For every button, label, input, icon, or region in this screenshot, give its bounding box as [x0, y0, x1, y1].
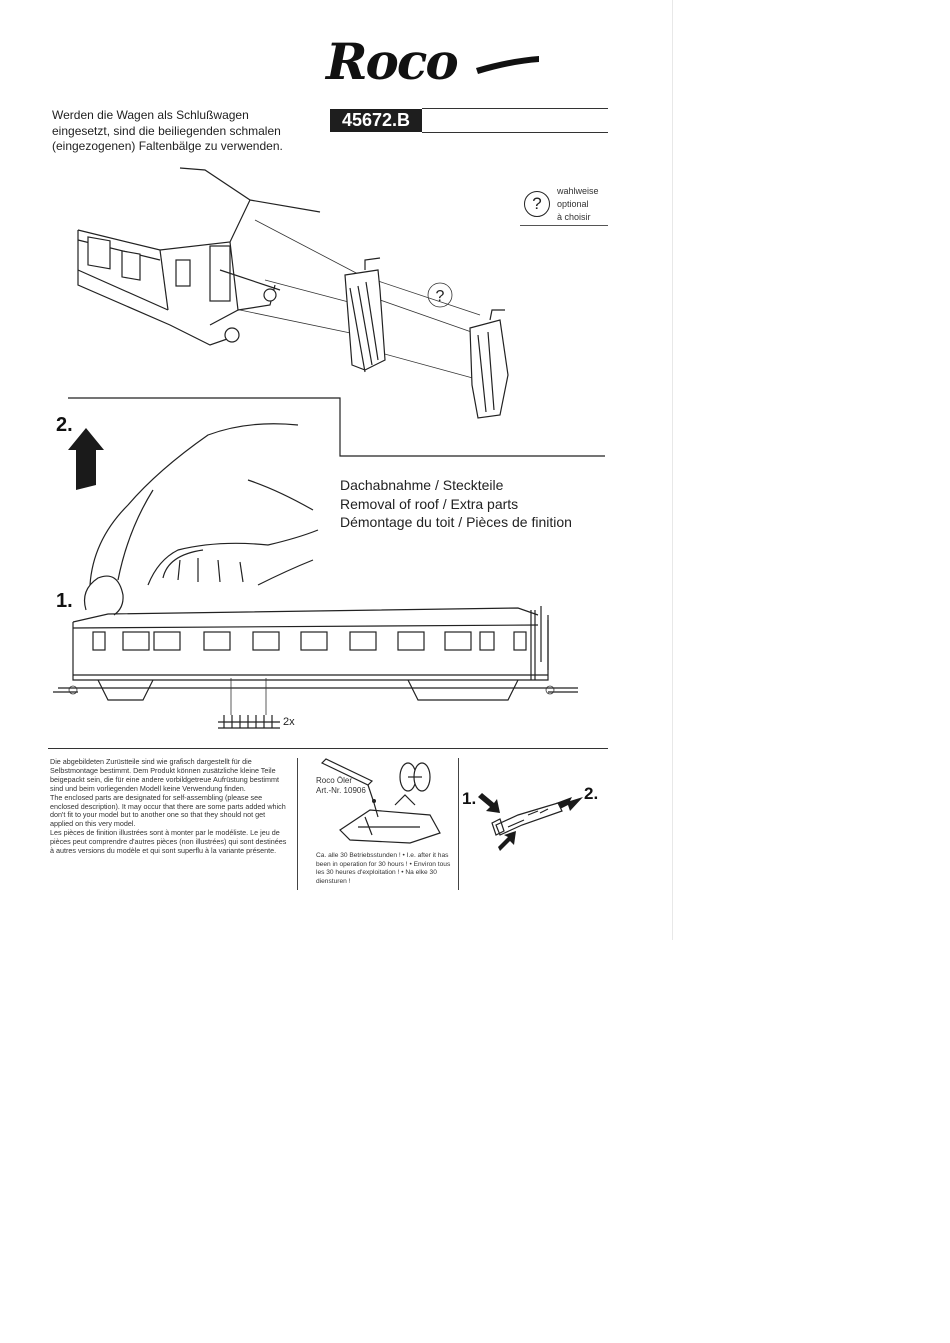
coupler-step-two: 2.	[584, 784, 599, 803]
oiler-article-number: Art.-Nr. 10906	[316, 786, 366, 795]
step-two-label: 2.	[56, 414, 73, 436]
disclaimer-en: The enclosed parts are designated for self-assembling (please see enclosed description). It may occur that there are some parts added which don't fit to your model but to another one so that they should not get applied on this very model.	[50, 792, 286, 829]
bellows-diagram	[60, 160, 620, 430]
coach-side-illustration	[53, 606, 578, 700]
logo-swoosh	[326, 38, 541, 98]
disclaimer-fr: Les pièces de finition illustrées sont à monter par le modéliste. Le jeu de pièces peut comprendre d'autres pièces (non illustrées) qui sont destinées à autres versions du modèle et qui sont superflu à la variante présente.	[50, 828, 287, 856]
oiling-diagram	[310, 755, 450, 850]
optional-label-en: optional	[557, 199, 589, 209]
roof-title-fr: Démontage du toit / Pièces de finition	[340, 514, 572, 530]
optional-label-de: wahlweise	[557, 186, 599, 196]
roof-title-en: Removal of roof / Extra parts	[340, 495, 519, 512]
step-one-label: 1.	[56, 590, 73, 612]
question-mark-icon: ?	[524, 191, 550, 217]
disclaimer-text	[50, 758, 288, 856]
oiling-interval-note: Ca. alle 30 Betriebsstunden ! • I.e. after it has been in operation for 30 hours ! • Environ tous les 30 heures d'exploitation ! • Na elke 30 diensturen !	[316, 852, 451, 885]
roof-title-de: Dachabnahme / Steckteile	[340, 477, 504, 493]
oiler-name: Roco Öler	[316, 776, 353, 785]
coach-end-illustration	[78, 168, 320, 345]
intro-line: Werden die Wagen als Schlußwagen	[52, 108, 249, 122]
column-divider-1	[297, 758, 298, 890]
bellow-part-wide	[470, 310, 508, 418]
page-edge	[672, 0, 673, 940]
roco-logo	[326, 32, 541, 98]
intro-line: eingesetzt, sind die beiliegenden schmalen	[52, 123, 281, 138]
parts-count: 2x	[283, 716, 295, 728]
brand-name: Roco	[326, 32, 457, 91]
column-divider-2	[458, 758, 459, 890]
push-arrow-icon	[478, 793, 500, 813]
optional-part-question-icon: ?	[435, 288, 445, 305]
article-number-badge: 45672.B	[330, 109, 422, 132]
header-rule-top	[422, 108, 608, 109]
disclaimer-de: Die abgebildeten Zurüstteile sind wie grafisch dargestellt für die Selbstmontage bestimmt. Dem Produkt können zusätzliche kleine Teile beigepackt sein, die für eine andere vorbildgetreue Aufrüstung bestimmt sind und beim vorliegenden Modell keine Verwendung finden.	[50, 757, 279, 793]
coupler-step-one: 1.	[462, 789, 477, 808]
intro-text	[52, 108, 322, 155]
bottom-section-rule	[48, 748, 608, 749]
bellow-part-narrow	[345, 258, 385, 372]
roof-removal-diagram	[48, 410, 588, 730]
hand-illustration	[85, 424, 319, 615]
optional-label-fr: à choisir	[557, 212, 591, 222]
roof-section-title	[340, 476, 572, 532]
lift-arrow-icon	[68, 428, 104, 490]
header-rule-bottom	[422, 132, 608, 133]
intro-line: (eingezogenen) Faltenbälge zu verwenden.	[52, 139, 283, 153]
coupler-diagram	[478, 785, 588, 855]
